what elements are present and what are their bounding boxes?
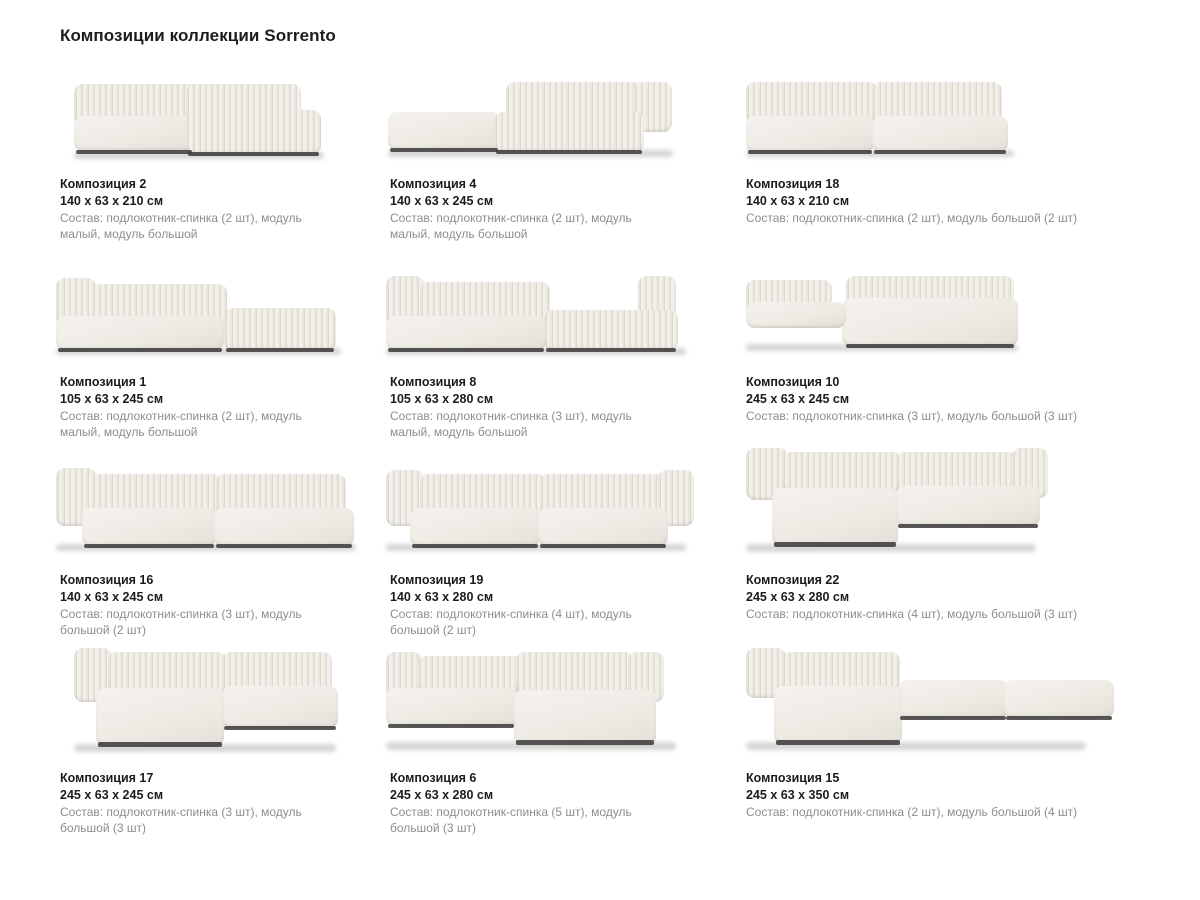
composition-dimensions: 245 x 63 x 280 см — [746, 590, 850, 604]
composition-card[interactable] — [56, 460, 386, 658]
composition-caption — [386, 572, 746, 638]
composition-parts: Состав: подлокотник-спинка (4 шт), модуль большой (3 шт) — [746, 607, 1078, 621]
composition-name: Композиция 8 — [390, 375, 477, 389]
composition-caption — [746, 572, 1144, 622]
composition-card[interactable] — [56, 658, 386, 856]
composition-caption — [56, 770, 386, 836]
composition-dimensions: 105 x 63 x 280 см — [390, 392, 494, 406]
composition-card[interactable] — [746, 460, 1144, 658]
composition-parts: Состав: подлокотник-спинка (2 шт), модуль малый, модуль большой — [60, 409, 302, 439]
composition-dimensions: 245 x 63 x 280 см — [390, 788, 494, 802]
composition-parts: Состав: подлокотник-спинка (5 шт), модуль большой (3 шт) — [390, 805, 632, 835]
composition-parts: Состав: подлокотник-спинка (3 шт), модуль большой (3 шт) — [746, 409, 1078, 423]
page-title: Композиции коллекции Sorrento — [60, 26, 336, 45]
sofa-composition-18-image — [746, 64, 1144, 176]
composition-dimensions: 140 x 63 x 210 см — [60, 194, 164, 208]
composition-caption — [746, 176, 1144, 226]
composition-name: Композиция 16 — [60, 573, 154, 587]
composition-caption — [56, 572, 386, 638]
composition-name: Композиция 18 — [746, 177, 840, 191]
composition-name: Композиция 4 — [390, 177, 477, 191]
sofa-composition-6-image — [386, 658, 746, 770]
composition-name: Композиция 22 — [746, 573, 840, 587]
sofa-composition-1-image — [56, 262, 386, 374]
composition-name: Композиция 10 — [746, 375, 840, 389]
composition-dimensions: 140 x 63 x 245 см — [60, 590, 164, 604]
sofa-composition-19-image — [386, 460, 746, 572]
composition-name: Композиция 1 — [60, 375, 147, 389]
sofa-composition-15-image — [746, 658, 1144, 770]
composition-parts: Состав: подлокотник-спинка (2 шт), модуль большой (4 шт) — [746, 805, 1078, 819]
composition-card[interactable] — [746, 64, 1144, 262]
composition-caption — [746, 770, 1144, 820]
composition-parts: Состав: подлокотник-спинка (3 шт), модуль большой (2 шт) — [60, 607, 302, 637]
composition-caption — [386, 176, 746, 242]
composition-dimensions: 245 x 63 x 245 см — [746, 392, 850, 406]
composition-dimensions: 140 x 63 x 210 см — [746, 194, 850, 208]
composition-card[interactable] — [386, 460, 746, 658]
composition-grid — [56, 64, 1144, 856]
sofa-composition-2-image — [56, 64, 386, 176]
composition-dimensions: 245 x 63 x 245 см — [60, 788, 164, 802]
composition-name: Композиция 2 — [60, 177, 147, 191]
composition-card[interactable] — [746, 262, 1144, 460]
sofa-composition-17-image — [56, 658, 386, 770]
composition-parts: Состав: подлокотник-спинка (2 шт), модуль малый, модуль большой — [390, 211, 632, 241]
composition-dimensions: 140 x 63 x 280 см — [390, 590, 494, 604]
composition-card[interactable] — [386, 658, 746, 856]
composition-caption — [56, 374, 386, 440]
composition-name: Композиция 6 — [390, 771, 477, 785]
composition-dimensions: 140 x 63 x 245 см — [390, 194, 494, 208]
composition-card[interactable] — [386, 64, 746, 262]
composition-parts: Состав: подлокотник-спинка (4 шт), модуль большой (2 шт) — [390, 607, 632, 637]
composition-caption — [56, 176, 386, 242]
sofa-composition-16-image — [56, 460, 386, 572]
composition-name: Композиция 19 — [390, 573, 484, 587]
sofa-composition-22-image — [746, 460, 1144, 572]
composition-name: Композиция 15 — [746, 771, 840, 785]
composition-caption — [386, 770, 746, 836]
composition-name: Композиция 17 — [60, 771, 154, 785]
composition-parts: Состав: подлокотник-спинка (3 шт), модуль большой (3 шт) — [60, 805, 302, 835]
sofa-composition-8-image — [386, 262, 746, 374]
composition-card[interactable] — [746, 658, 1144, 856]
sofa-composition-4-image — [386, 64, 746, 176]
composition-dimensions: 105 x 63 x 245 см — [60, 392, 164, 406]
composition-card[interactable] — [56, 262, 386, 460]
composition-parts: Состав: подлокотник-спинка (2 шт), модуль малый, модуль большой — [60, 211, 302, 241]
composition-caption — [746, 374, 1144, 424]
composition-caption — [386, 374, 746, 440]
composition-parts: Состав: подлокотник-спинка (3 шт), модуль малый, модуль большой — [390, 409, 632, 439]
sofa-composition-10-image — [746, 262, 1144, 374]
composition-card[interactable] — [56, 64, 386, 262]
composition-parts: Состав: подлокотник-спинка (2 шт), модуль большой (2 шт) — [746, 211, 1078, 225]
composition-card[interactable] — [386, 262, 746, 460]
composition-dimensions: 245 x 63 x 350 см — [746, 788, 850, 802]
